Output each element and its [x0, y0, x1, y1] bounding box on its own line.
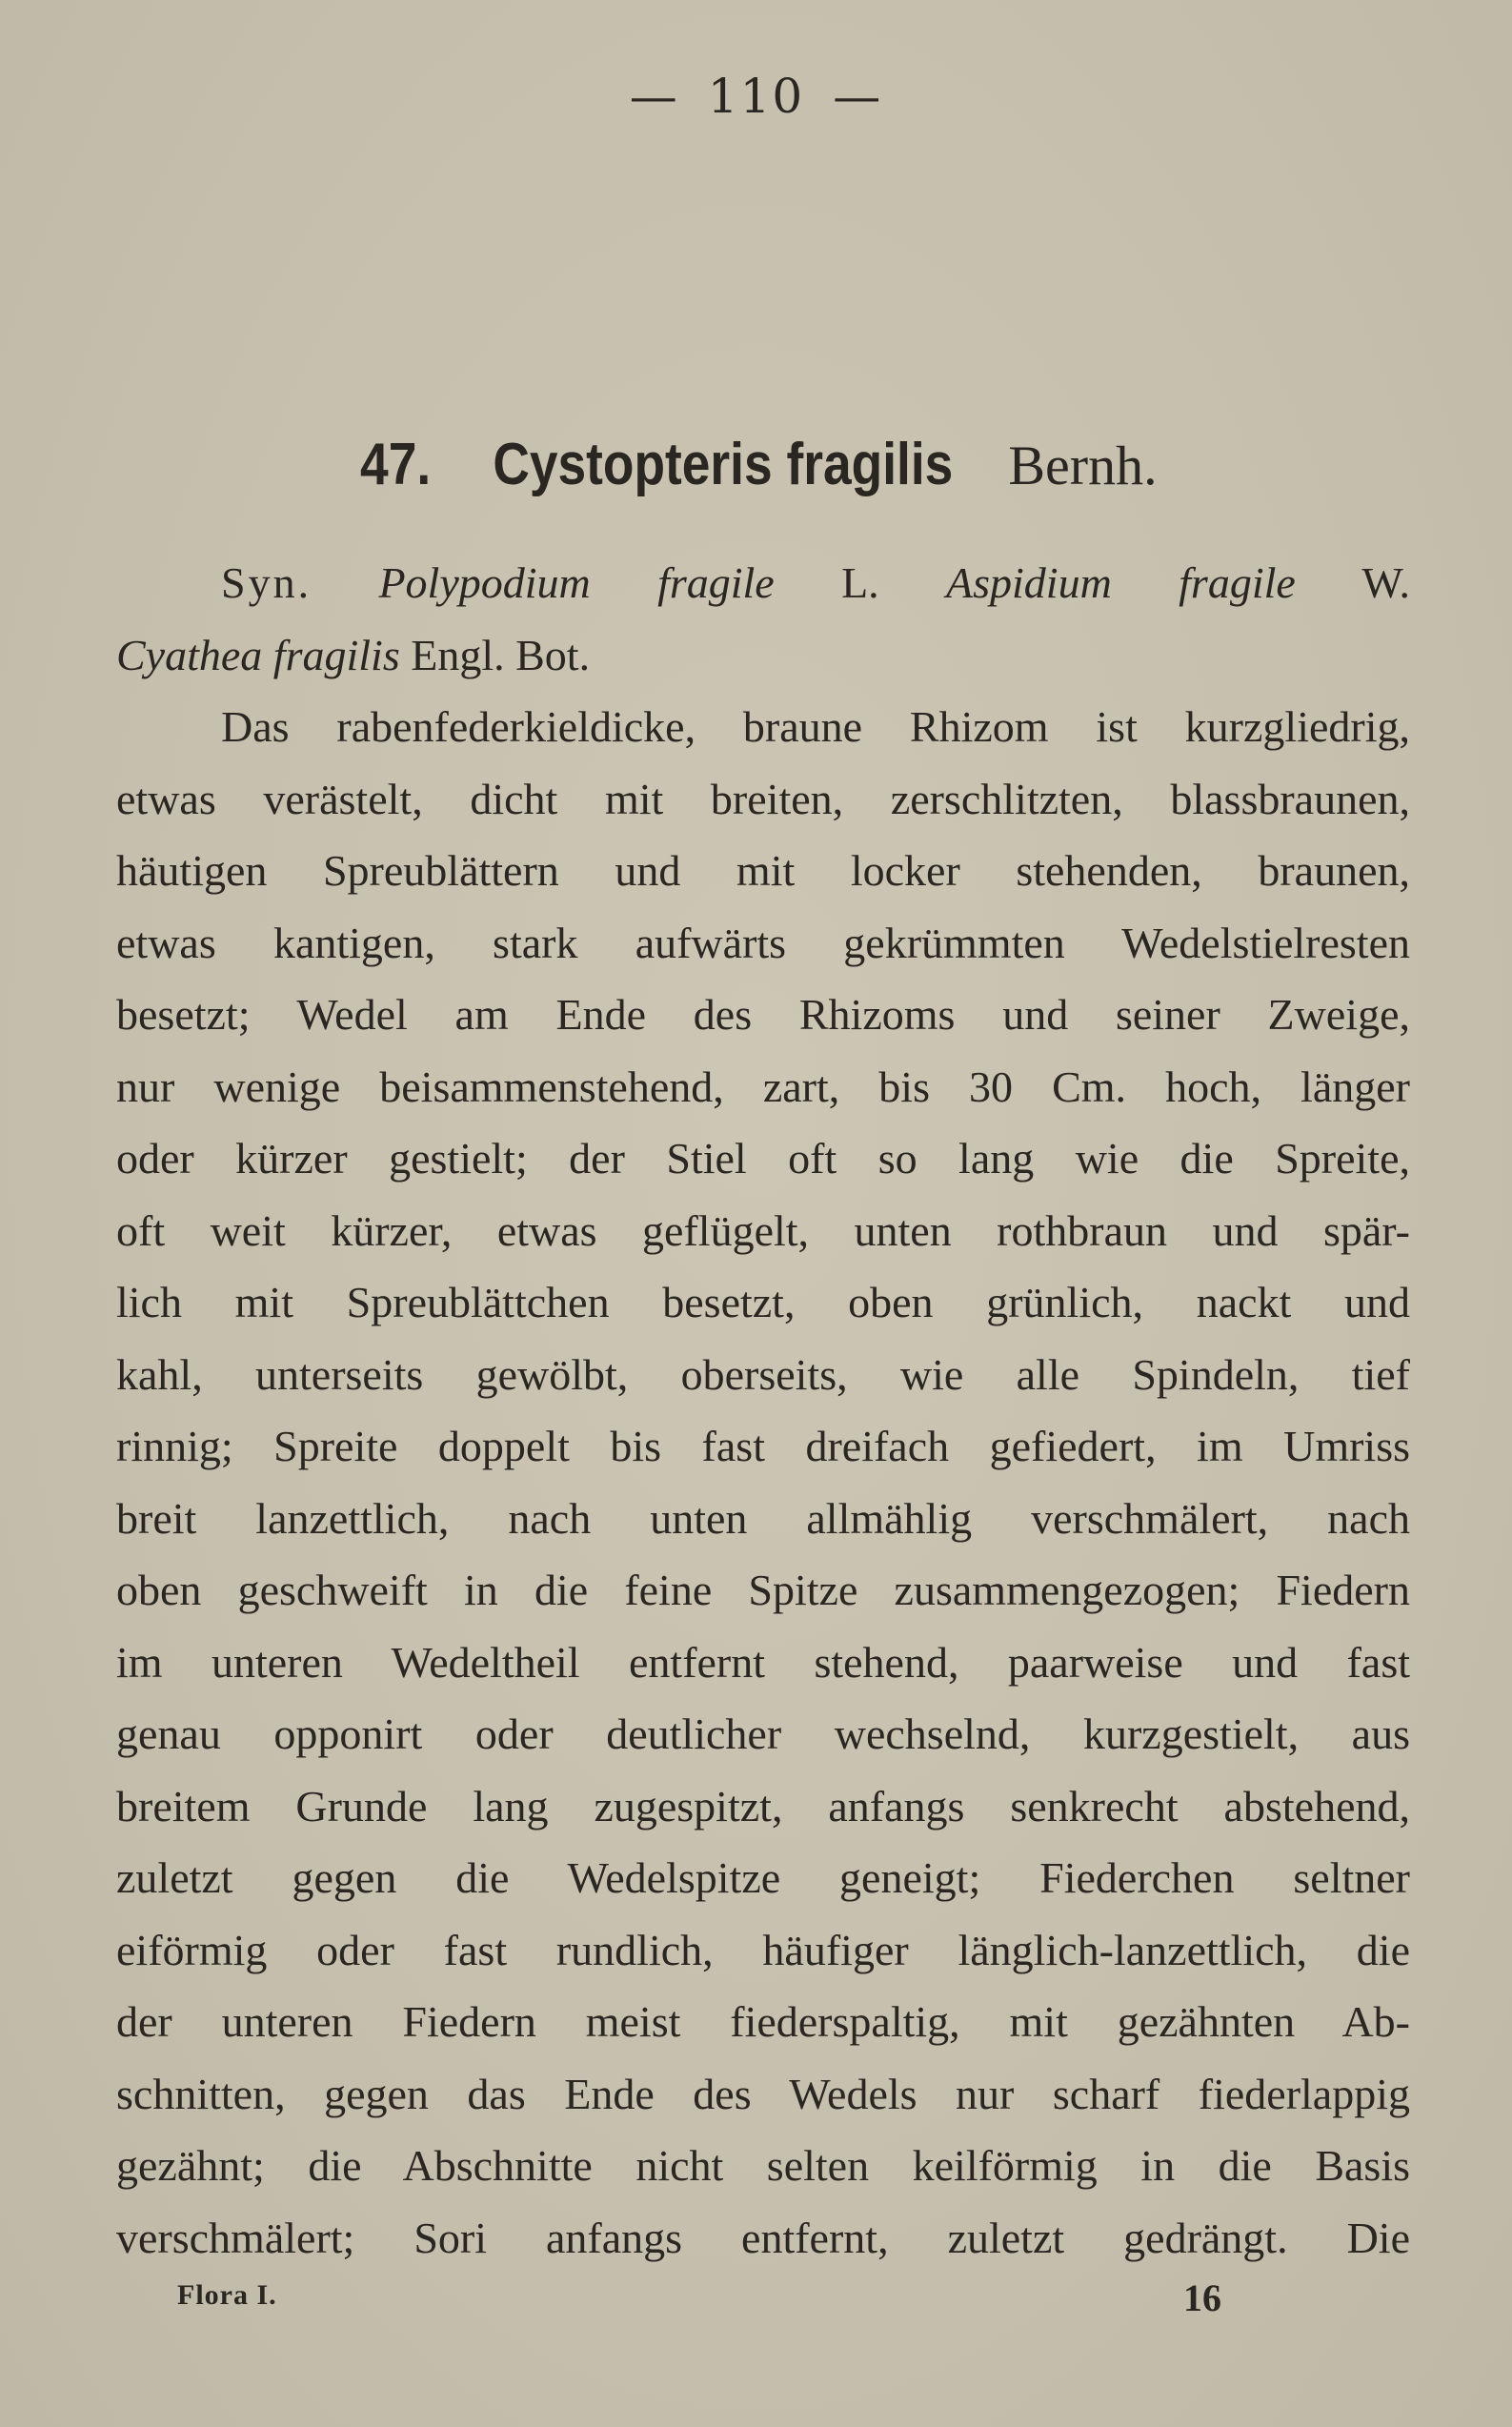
paragraph-line: lich mit Spreublättchen besetzt, oben grünlich, nackt und — [116, 1278, 1410, 1326]
paragraph-line: besetzt; Wedel am Ende des Rhizoms und seiner Zweige, — [116, 990, 1410, 1039]
page-number-dash-left: — — [629, 69, 679, 124]
synonym-3-name: Cyathea fragilis — [116, 630, 400, 679]
paragraph-line: rinnig; Spreite doppelt bis fast dreifach gefiedert, im Umriss — [116, 1422, 1410, 1470]
paragraph-line: schnitten, gegen das Ende des Wedels nur scharf fiederlappig — [116, 2069, 1410, 2118]
page-number — [0, 69, 1512, 124]
paragraph-line: Das rabenfederkieldicke, braune Rhizom ist kurzgliedrig, — [221, 702, 1410, 751]
paragraph-line: zuletzt gegen die Wedelspitze geneigt; Fiederchen seltner — [116, 1853, 1410, 1902]
body-text — [116, 547, 1410, 2274]
synonym-3-author: Engl. Bot. — [411, 630, 591, 679]
page-number-value: 110 — [707, 69, 805, 124]
page-footer — [0, 2275, 1512, 2323]
paragraph-line: verschmälert; Sori anfangs entfernt, zuletzt gedrängt. Die — [116, 2213, 1410, 2262]
species-heading — [0, 431, 1512, 498]
paragraph-line: breitem Grunde lang zugespitzt, anfangs senkrecht abstehend, — [116, 1781, 1410, 1830]
synonym-2-name: Aspidium fragile — [946, 558, 1296, 607]
paragraph-line: oft weit kürzer, etwas geflügelt, unten rothbraun und spär- — [116, 1205, 1410, 1255]
species-name: Cystopteris fragilis — [492, 432, 953, 497]
paragraph-line: eiförmig oder fast rundlich, häufiger länglich-lanzettlich, die — [116, 1925, 1410, 1974]
paragraph-line: der unteren Fiedern meist fiederspaltig, mit gezähnten Ab- — [116, 1997, 1410, 2046]
paragraph-line: nur wenige beisammenstehend, zart, bis 30 Cm. hoch, länger — [116, 1062, 1410, 1111]
species-author: Bernh. — [1008, 435, 1158, 496]
signature-mark: Flora I. — [177, 2279, 277, 2311]
paragraph-line: oben geschweift in die feine Spitze zusammengezogen; Fiedern — [116, 1566, 1410, 1614]
paragraph-line: etwas verästelt, dicht mit breiten, zerschlitzten, blassbraunen, — [116, 774, 1410, 823]
species-number: 47. — [360, 432, 432, 497]
paragraph-line: genau opponirt oder deutlicher wechselnd, kurzgestielt, aus — [116, 1709, 1410, 1758]
page-number-dash-right: — — [833, 69, 883, 124]
paragraph-line: oder kürzer gestielt; der Stiel oft so lang wie die Spreite, — [116, 1134, 1410, 1183]
synonym-label: Syn. — [221, 558, 312, 607]
paragraph-line: etwas kantigen, stark aufwärts gekrümmten Wedelstielresten — [116, 918, 1410, 967]
paragraph-line: kahl, unterseits gewölbt, oberseits, wie alle Spindeln, tief — [116, 1349, 1410, 1399]
synonym-line-2 — [116, 619, 1410, 692]
synonym-1-name: Polypodium fragile — [378, 558, 775, 607]
synonym-1-author: L. — [841, 558, 879, 607]
paragraph-line: gezähnt; die Abschnitte nicht selten keilförmig in die Basis — [116, 2141, 1410, 2190]
paragraph-line: häutigen Spreublättern und mit locker stehenden, braunen, — [116, 846, 1410, 895]
sheet-number: 16 — [1183, 2276, 1221, 2319]
synonym-line-1 — [116, 547, 1410, 619]
paragraph-line: breit lanzettlich, nach unten allmählig verschmälert, nach — [116, 1493, 1410, 1543]
synonym-2-author: W. — [1361, 558, 1411, 607]
paragraph-line: im unteren Wedeltheil entfernt stehend, paarweise und fast — [116, 1637, 1410, 1687]
